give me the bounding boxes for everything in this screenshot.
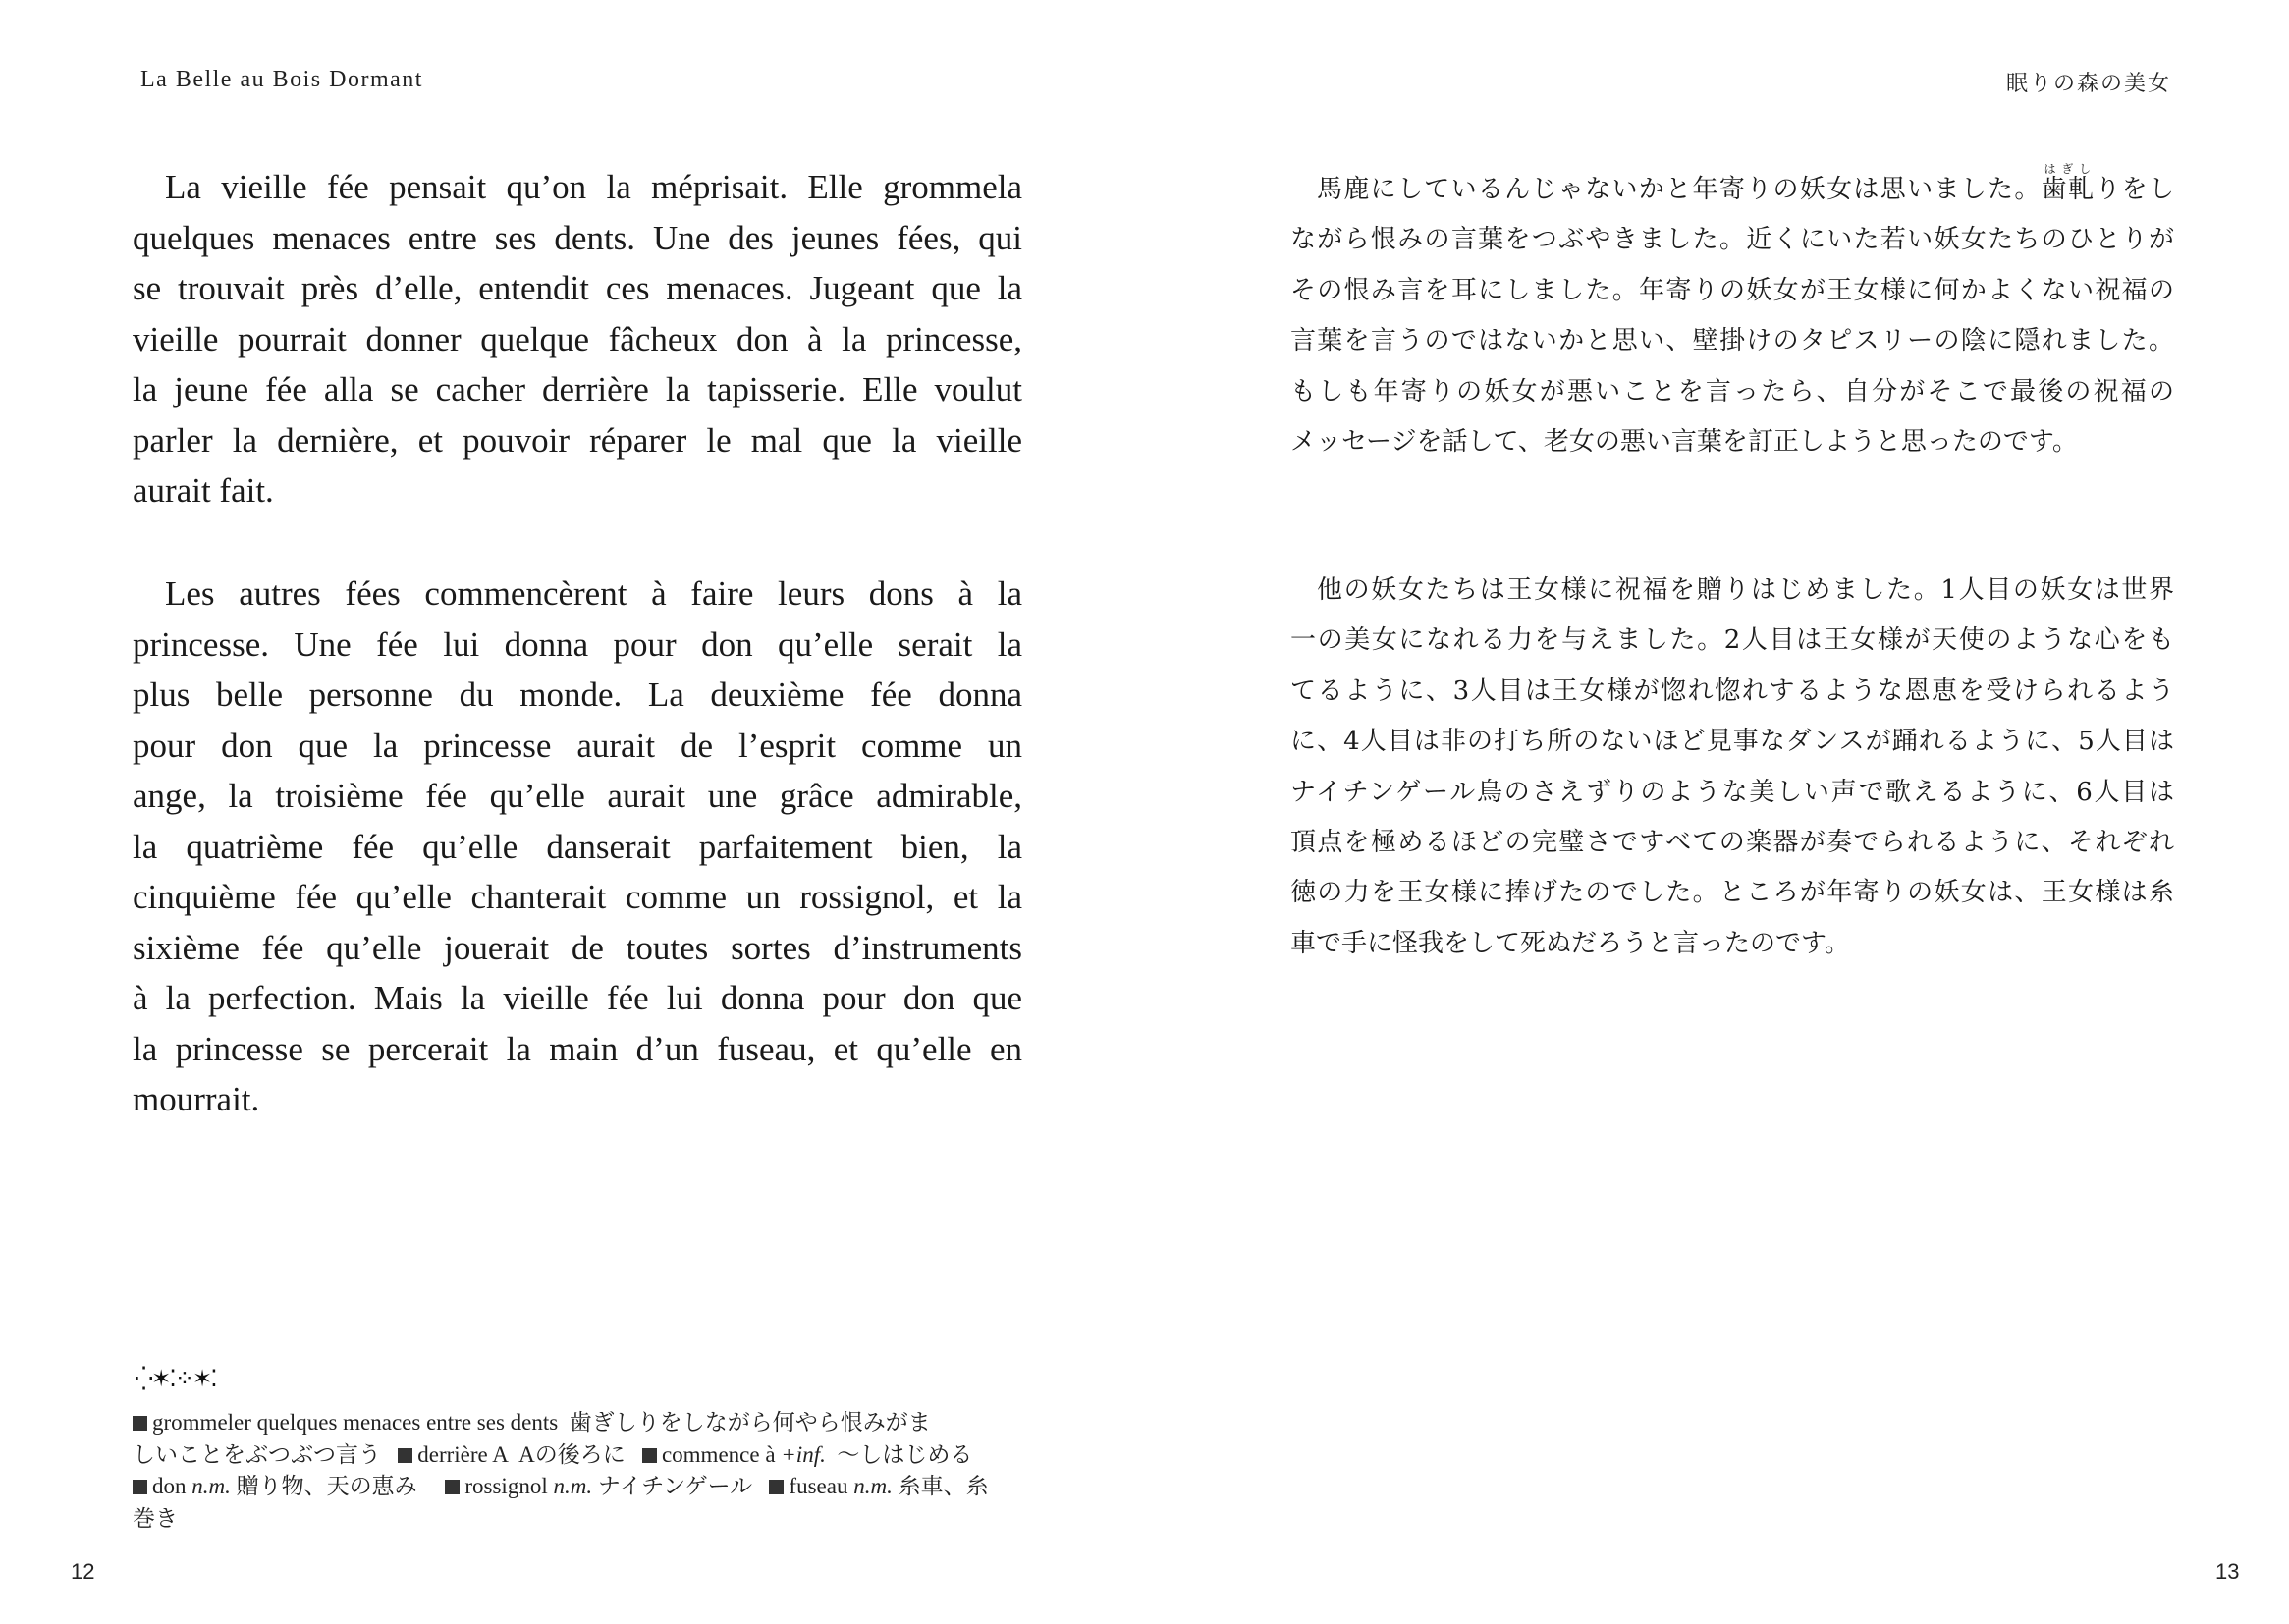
text-line: に、4人目は非の打ち所のないほど見事なダンスが踊れるように、5人目は (1290, 727, 2174, 757)
text-line: もしも年寄りの妖女が悪いことを言ったら、自分がそこで最後の祝福の (1290, 376, 2174, 406)
text-line: sixième fée qu’elle jouerait de toutes sortes d’instruments (133, 928, 1022, 967)
text-line: 頂点を極めるほどの完璧さですべての楽器が奏でられるように、それぞれ (1290, 828, 2174, 858)
text-line: princesse. Une fée lui donna pour don qu’elle serait la (133, 624, 1022, 664)
text-line: 徳の力を王女様に捧げたのでした。ところが年寄りの妖女は、王女様は糸 (1290, 878, 2174, 908)
text-line: その恨み言を耳にしました。年寄りの妖女が王女様に何かよくない祝福の (1290, 275, 2174, 305)
note-definition: Aの後ろに (518, 1441, 626, 1467)
ruby-word (2041, 162, 2096, 204)
french-paragraph-2 (133, 568, 1022, 1125)
text-line: aurait fait. (133, 471, 274, 510)
vocabulary-notes (133, 1407, 1026, 1536)
text-line: parler la dernière, et pouvoir réparer le mal que la vieille (133, 420, 1022, 460)
note-pos: +inf. (781, 1441, 826, 1467)
text-line: quelques menaces entre ses dents. Une des jeunes fées, qui (133, 218, 1022, 257)
ruby-base: 歯軋 (2041, 175, 2096, 204)
note-definition: 巻き (133, 1506, 178, 1532)
sparkle-ornament-icon: ⁛✶⁚⁘✶⁚ (135, 1365, 216, 1392)
text-line: à la perfection. Mais la vieille fée lui donna pour don que (133, 979, 1022, 1017)
text-line: Les autres fées commencèrent à faire leurs dons à la (165, 574, 1022, 613)
note-term: commence à (661, 1441, 776, 1467)
note-definition: ナイチンゲール (597, 1474, 753, 1499)
french-paragraph-1 (133, 162, 1022, 516)
text-line: ange, la troisième fée qu’elle aurait une grâce admirable, (133, 777, 1022, 815)
text-line: 他の妖女たちは王女様に祝福を贈りはじめました。1人目の妖女は世界 (1317, 575, 2174, 605)
note-line (133, 1439, 1026, 1472)
text-line: 車で手に怪我をして死ぬだろうと言ったのです。 (1290, 928, 1850, 958)
text-line: la princesse se percerait la main d’un fuseau, et qu’elle en (133, 1029, 1022, 1068)
text-line: la jeune fée alla se cacher derrière la tapisserie. Elle voulut (133, 370, 1022, 408)
bullet-square-icon (133, 1480, 147, 1494)
note-line (133, 1407, 1026, 1439)
note-term: grommeler quelques menaces entre ses dents (152, 1410, 559, 1435)
page-number-right: 13 (2215, 1559, 2240, 1584)
text-line: la quatrième fée qu’elle danserait parfaitement bien, la (133, 827, 1022, 866)
text-line: vieille pourrait donner quelque fâcheux don à la princesse, (133, 319, 1022, 358)
note-definition: 糸車、糸 (898, 1474, 989, 1499)
bullet-square-icon (445, 1480, 460, 1494)
ruby-reading: はぎし (2041, 162, 2094, 176)
note-pos: n.m. (853, 1474, 893, 1499)
note-term: rossignol (464, 1474, 548, 1499)
text-line: 言葉を言うのではないかと思い、壁掛けのタピスリーの陰に隠れました。 (1290, 326, 2174, 356)
text-line: se trouvait près d’elle, entendit ces menaces. Jugeant que la (133, 269, 1022, 307)
running-header-left: La Belle au Bois Dormant (140, 67, 423, 92)
page-number-left: 12 (71, 1559, 95, 1584)
note-definition: 贈り物、天の恵み (236, 1474, 417, 1499)
text-line: plus belle personne du monde. La deuxième fée donna (133, 676, 1022, 714)
text-line: メッセージを話して、老女の悪い言葉を訂正しようと思ったのです。 (1290, 427, 2078, 458)
note-term: derrière A (417, 1441, 509, 1467)
note-line (133, 1503, 1026, 1536)
text-line: La vieille fée pensait qu’on la méprisait. Elle grommela (165, 168, 1022, 206)
bullet-square-icon (398, 1448, 412, 1463)
running-header-right: 眠りの森の美女 (2005, 72, 2171, 96)
bullet-square-icon (642, 1448, 657, 1463)
text-line: cinquième fée qu’elle chanterait comme un rossignol, et la (133, 878, 1022, 916)
note-term: fuseau (789, 1474, 848, 1499)
text-line: 一の美女になれる力を与えました。2人目は王女様が天使のような心をも (1290, 625, 2174, 656)
text-line: ナイチンゲール鳥のさえずりのような美しい声で歌えるように、6人目は (1290, 777, 2174, 807)
bullet-square-icon (769, 1480, 784, 1494)
note-pos: n.m. (553, 1474, 593, 1499)
text-line: ながら恨みの言葉をつぶやきました。近くにいた若い妖女たちのひとりが (1290, 225, 2174, 255)
japanese-paragraph-2 (1290, 566, 2174, 969)
note-definition: ～しはじめる (837, 1441, 973, 1467)
note-line (133, 1471, 1026, 1503)
text-line: てるように、3人目は王女様が惚れ惚れするような恩恵を受けられるよう (1290, 676, 2174, 706)
note-definition: しいことをぶつぶつ言う (133, 1441, 381, 1467)
bullet-square-icon (133, 1416, 147, 1431)
japanese-paragraph-1 (1290, 162, 2174, 467)
text-line (1290, 162, 2174, 215)
text-segment: 馬鹿にしているんじゃないかと年寄りの妖女は思いました。 (1317, 175, 2042, 204)
note-definition: 歯ぎしりをしながら何やら恨みがま (569, 1410, 931, 1435)
text-line: pour don que la princesse aurait de l’esprit comme un (133, 726, 1022, 765)
note-term: don (152, 1474, 187, 1499)
text-line: mourrait. (133, 1080, 260, 1118)
note-pos: n.m. (191, 1474, 231, 1499)
text-segment: りをし (2095, 175, 2174, 204)
